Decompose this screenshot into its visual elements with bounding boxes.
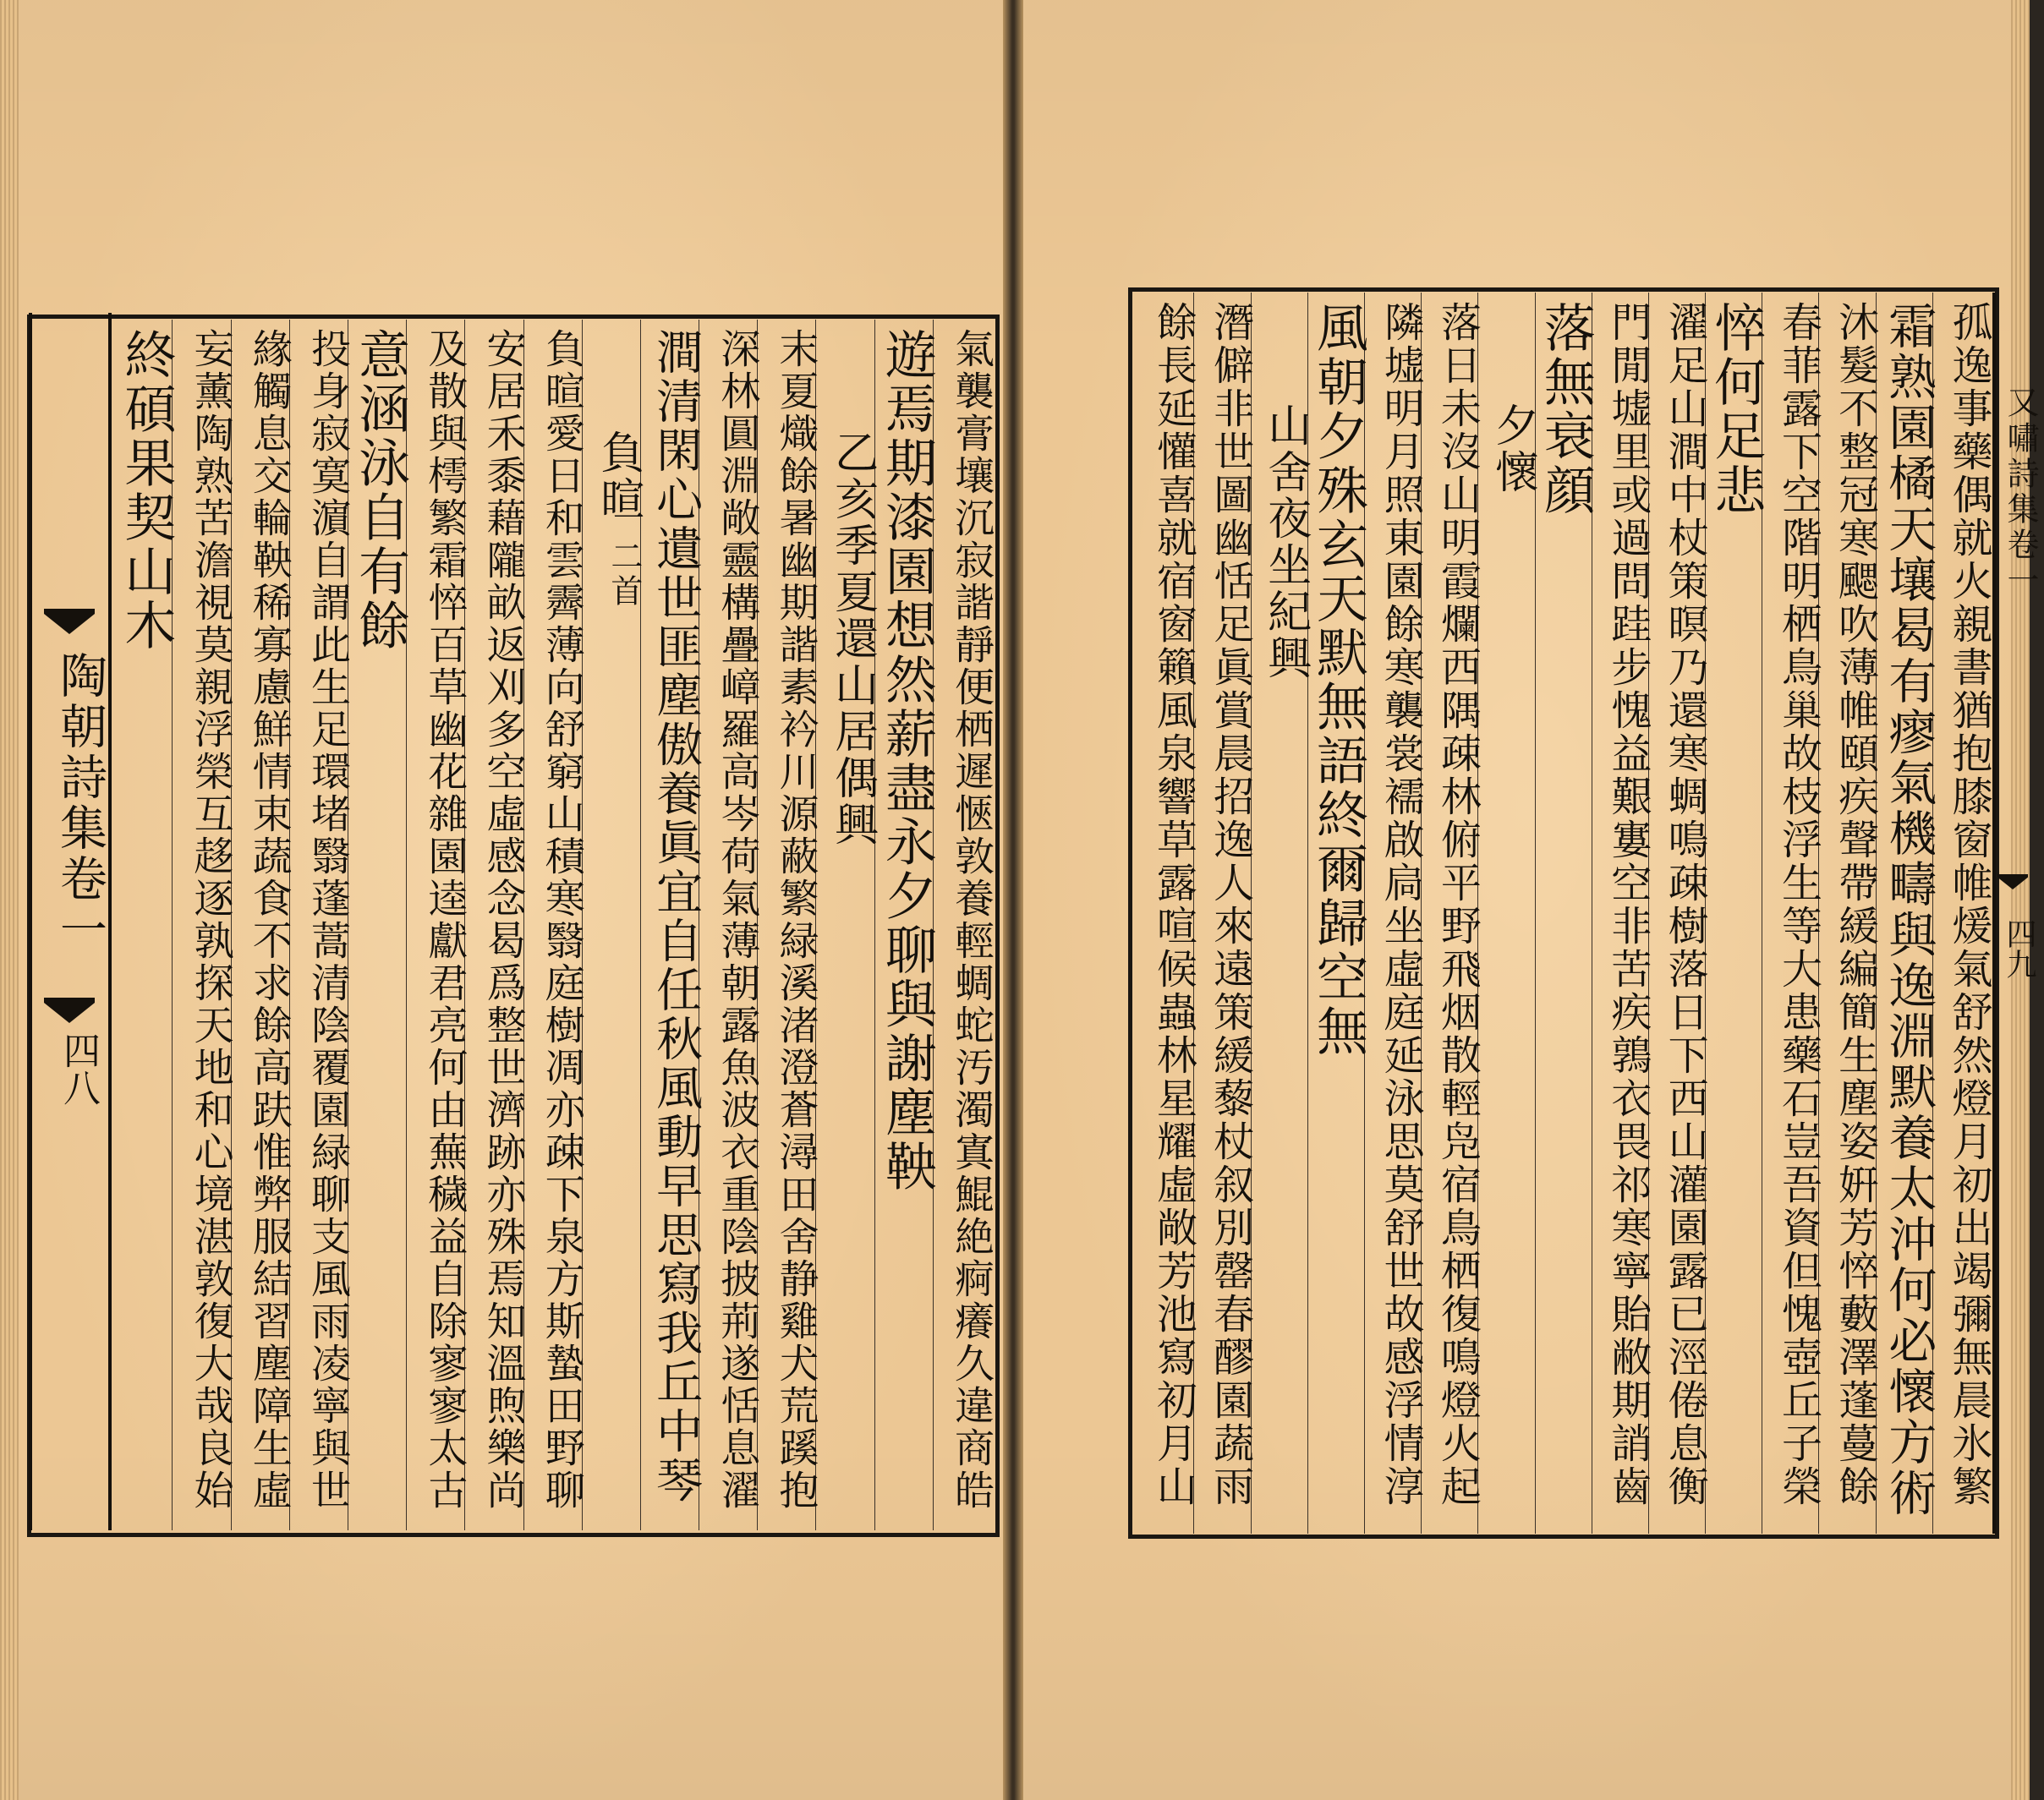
poem-line: 澗清閑心遺世匪塵傲養眞宜自任秋風動早思寫我丘中琴 (649, 328, 704, 1505)
right-leaf-number: 四九 (2002, 918, 2036, 979)
text-column (933, 320, 995, 1530)
poem-line: 末夏熾餘暑幽期諧素衿川源蔽繁緑溪渚澄蒼潯田舍静雞犬荒蹊抱 (772, 328, 819, 1512)
poem-title: 夕懷 (1487, 402, 1538, 495)
text-column (406, 320, 469, 1530)
left-page-edge (0, 0, 19, 1800)
left-banxin-title: 陶朝詩集卷一 (52, 651, 107, 955)
fish-tail-icon (1997, 867, 2028, 901)
text-column (815, 320, 878, 1530)
text-column (874, 320, 937, 1530)
poem-line: 風朝夕殊玄天默無語終爾歸空無 (1307, 301, 1368, 1059)
poem-line: 霜熟園橘天壤曷有瘳氣機疇與逸淵默養太沖何必懷方術 (1880, 301, 1937, 1518)
text-column (1592, 293, 1652, 1534)
text-column (582, 320, 644, 1530)
poem-line: 隣墟明月照東園餘寒襲裳襦啟扃坐虛庭延泳思莫舒世故感浮情淳 (1377, 301, 1425, 1508)
poem-line: 落日未沒山明霞爛西隅疎林俯平野飛烟散輕凫宿鳥栖復鳴燈火起 (1433, 301, 1482, 1508)
text-column (1705, 293, 1767, 1534)
text-column (1535, 293, 1596, 1534)
right-banxin-title: 又嘯詩集卷一 (2002, 386, 2039, 599)
poem-line: 氣襲膏壤沉寂諧靜便栖遲愜敦養輕蜩蛇汚濁寘鯤絶痾癢久違商皓 (948, 328, 995, 1512)
poem-line: 終碩果契山木 (116, 328, 177, 653)
right-banxin (1992, 293, 2039, 1510)
text-column (1364, 293, 1425, 1534)
fish-tail-icon (44, 609, 95, 643)
text-column (1876, 293, 1937, 1534)
poem-line: 春菲露下空階明栖鳥巢故枝浮生等大患藥石豈吾資但愧壺丘子榮 (1774, 301, 1822, 1508)
poem-title: 乙亥季夏還山居偶興 (826, 429, 878, 848)
right-page (1023, 0, 2039, 1800)
text-column (1762, 293, 1822, 1534)
text-column (1193, 293, 1254, 1534)
text-column (1648, 293, 1709, 1534)
poem-line: 落無衰顔 (1535, 301, 1596, 517)
poem-title-note: 二首 (605, 539, 643, 609)
poem-line: 安居禾黍藉隴畝返刈多空虛感念曷爲整世濟跡亦殊焉知溫煦樂尚 (479, 328, 527, 1512)
poem-line: 深林圓淵敞靈構疊嶂羅高岑荷氣薄朝露魚波衣重陰披荊遂恬息濯 (714, 328, 761, 1512)
poem-line: 意涵泳自有餘 (350, 328, 411, 653)
text-column (231, 320, 293, 1530)
poem-title: 山舍夜坐紀興 (1259, 402, 1311, 681)
text-column (289, 320, 351, 1530)
text-column (1137, 293, 1197, 1534)
text-column (464, 320, 527, 1530)
text-column (1818, 293, 1879, 1534)
poem-line: 悴何足悲 (1706, 301, 1767, 517)
right-text-columns (1137, 293, 1992, 1534)
poem-line: 及散與樗繁霜悴百草幽花雜園逵獻君亮何由蕪穢益自除寥寥太古 (421, 328, 469, 1512)
poem-line: 負暄愛日和雲霽薄向舒窮山積寒翳庭樹凋亦疎下泉方斯蟄田野聊 (538, 328, 585, 1512)
text-column (1421, 293, 1482, 1534)
poem-line: 緣觸息交輪鞅稀寡慮鮮情束蔬食不求餘高趺惟弊服結習塵障生虛 (245, 328, 293, 1512)
poem-line: 遊焉期漆園想然薪盡永夕聊與謝塵鞅 (876, 328, 937, 1194)
left-text-columns (113, 320, 995, 1530)
text-column (1307, 293, 1368, 1534)
text-column (699, 320, 761, 1530)
poem-line: 沐髮不整冠寒颸吹薄帷頤疾聲帶緩編簡生塵姿姸芳悴藪澤蓬蔓餘 (1831, 301, 1879, 1508)
left-page (0, 0, 1003, 1800)
text-column (348, 320, 411, 1530)
book-gutter (1003, 0, 1023, 1800)
text-column (1251, 293, 1311, 1534)
text-column (523, 320, 585, 1530)
text-column (757, 320, 819, 1530)
poem-title: 負暄 (592, 429, 644, 522)
text-column (1477, 293, 1538, 1534)
poem-line: 潛僻非世圖幽恬足眞賞晨招逸人來遠策緩藜杖叙別罄春醪園蔬雨 (1206, 301, 1254, 1508)
text-column (172, 320, 234, 1530)
left-leaf-number: 四八 (57, 1031, 100, 1106)
text-column (640, 320, 704, 1530)
poem-line: 孤逸事藥偶就火親書猶抱膝窗帷煖氣舒然燈月初出竭彌無晨氷繁 (1945, 301, 1992, 1508)
poem-line: 投身寂寞濵自謂此生足環堵翳蓬蒿清陰覆園緑聊支風雨凌寧與世 (304, 328, 351, 1512)
poem-line: 餘長延懽喜就宿窗籟風泉響草露喧候蟲林星耀虛敞芳池寫初月山 (1149, 301, 1197, 1508)
left-banxin (24, 313, 123, 1530)
poem-line: 門閒墟里或過問跬步愧益艱寠空非苦疾鶉衣畏祁寒寧貽敝期誚齒 (1603, 301, 1652, 1508)
text-column (1932, 293, 1992, 1534)
poem-line: 妄薰陶熟苦澹視莫親浮榮互趍逐孰探天地和心境湛敦復大哉良始 (187, 328, 234, 1512)
poem-line: 濯足山澗中杖策暝乃還寒蜩鳴疎樹落日下西山灌園露已涇倦息衡 (1661, 301, 1709, 1508)
fish-tail-icon (44, 998, 95, 1031)
